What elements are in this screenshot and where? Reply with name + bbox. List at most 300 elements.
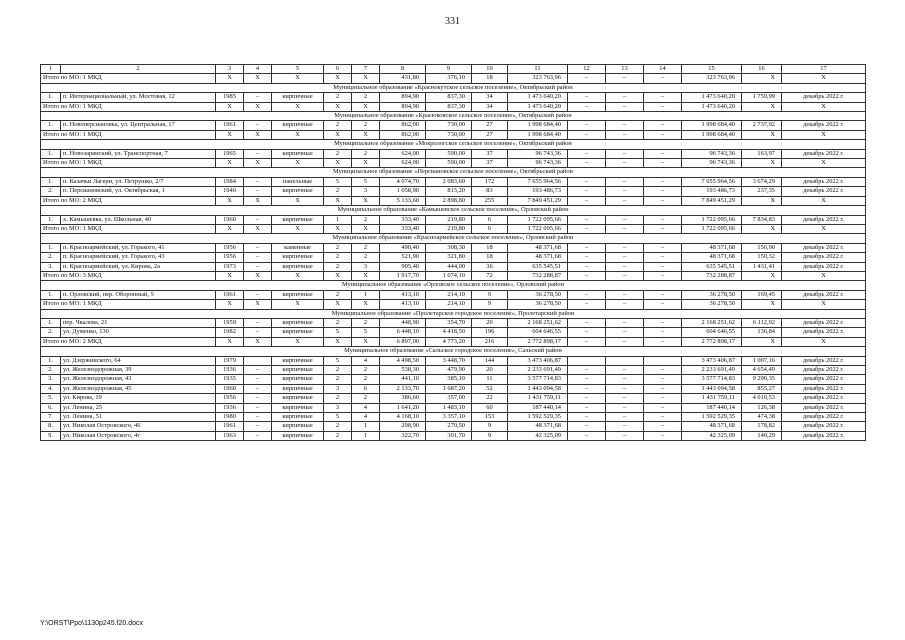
total-cell: Х bbox=[216, 300, 244, 309]
total-cell: 590,00 bbox=[426, 159, 472, 168]
address-cell: пер. Чкалова, 21 bbox=[61, 318, 216, 327]
table-cell: 1956 bbox=[216, 253, 244, 262]
total-cell: – bbox=[644, 74, 682, 83]
table-cell: – bbox=[244, 394, 272, 403]
total-cell: Х bbox=[742, 159, 782, 168]
table-cell: 83 bbox=[472, 187, 508, 196]
table-cell: декабрь 2022 г. bbox=[782, 403, 866, 412]
table-cell: 837,30 bbox=[426, 93, 472, 102]
table-cell: – bbox=[568, 262, 606, 271]
table-cell: – bbox=[244, 121, 272, 130]
total-cell: 216 bbox=[472, 337, 508, 346]
table-cell: 2 bbox=[324, 243, 352, 252]
footer-file-path: Y:\ORST\Ppo\1130p245.f20.docx bbox=[40, 620, 143, 627]
total-cell: – bbox=[606, 159, 644, 168]
table-row bbox=[41, 431, 866, 440]
total-cell: 96 743,36 bbox=[682, 159, 742, 168]
total-cell: Х bbox=[244, 74, 272, 83]
table-cell: – bbox=[644, 422, 682, 431]
total-label: Итого по МО: 1 МКД bbox=[41, 159, 216, 168]
table-row bbox=[41, 375, 866, 384]
total-cell: 36 278,50 bbox=[682, 300, 742, 309]
table-cell: – bbox=[568, 253, 606, 262]
table-cell: – bbox=[606, 366, 644, 375]
table-cell: 2 bbox=[352, 243, 380, 252]
total-cell: 1 722 095,66 bbox=[682, 224, 742, 233]
table-cell: 8. bbox=[41, 422, 61, 431]
table-row bbox=[41, 262, 866, 271]
table-cell: 20 bbox=[472, 318, 508, 327]
column-number: 17 bbox=[782, 65, 866, 74]
table-cell: – bbox=[644, 149, 682, 158]
municipality-row bbox=[41, 140, 866, 149]
table-cell: 2 bbox=[324, 318, 352, 327]
address-cell: п. Новоперсиановка, ул. Центральная, 17 bbox=[61, 121, 216, 130]
table-cell: 1 443 094,58 bbox=[508, 384, 568, 393]
table-cell: 1956 bbox=[216, 243, 244, 252]
table-cell: 635 545,51 bbox=[682, 262, 742, 271]
total-row bbox=[41, 271, 866, 280]
table-cell: 2. bbox=[41, 187, 61, 196]
table-cell: декабрь 2022 г. bbox=[782, 243, 866, 252]
table-cell: 905,40 bbox=[380, 262, 426, 271]
table-cell: декабрь 2022 г. bbox=[782, 121, 866, 130]
column-number: 2 bbox=[61, 65, 216, 74]
table-cell: 48 371,68 bbox=[682, 253, 742, 262]
table-cell: 150,32 bbox=[742, 253, 782, 262]
table-cell: 2 bbox=[352, 93, 380, 102]
total-cell: 1 722 095,66 bbox=[508, 224, 568, 233]
total-cell: – bbox=[606, 102, 644, 111]
table-cell: – bbox=[244, 328, 272, 337]
table-cell: 1 bbox=[352, 290, 380, 299]
total-cell: 219,80 bbox=[426, 224, 472, 233]
total-cell: 730,00 bbox=[426, 130, 472, 139]
column-number: 11 bbox=[508, 65, 568, 74]
table-cell: – bbox=[244, 403, 272, 412]
table-cell: 635 545,51 bbox=[508, 262, 568, 271]
table-cell: 444,00 bbox=[426, 262, 472, 271]
table-cell: 219,80 bbox=[426, 215, 472, 224]
table-cell: 1 007,16 bbox=[742, 356, 782, 365]
total-cell: 34 bbox=[472, 102, 508, 111]
table-cell: декабрь 2022 г. bbox=[782, 215, 866, 224]
total-cell: – bbox=[606, 224, 644, 233]
total-cell: 6 bbox=[472, 224, 508, 233]
total-cell: Х bbox=[272, 74, 324, 83]
table-cell: 2 bbox=[324, 262, 352, 271]
table-cell: 2 737,92 bbox=[742, 121, 782, 130]
total-label: Итого по МО: 1 МКД bbox=[41, 102, 216, 111]
table-cell: 156,90 bbox=[742, 243, 782, 252]
address-cell: ул. Николая Островского, 46 bbox=[61, 422, 216, 431]
table-cell: 5 bbox=[324, 356, 352, 365]
table-cell: 1 998 684,40 bbox=[508, 121, 568, 130]
table-cell: – bbox=[644, 413, 682, 422]
table-cell: декабрь 2022 г. bbox=[782, 384, 866, 393]
total-cell: Х bbox=[324, 159, 352, 168]
table-row bbox=[41, 422, 866, 431]
table-cell: 9 bbox=[472, 431, 508, 440]
table-cell: 9. bbox=[41, 431, 61, 440]
table-cell: 3 577 714,83 bbox=[682, 375, 742, 384]
total-cell: Х bbox=[352, 159, 380, 168]
total-row bbox=[41, 159, 866, 168]
total-cell: 7 849 451,29 bbox=[508, 196, 568, 205]
municipality-label: Муниципальное образование «Мокрологское сельское поселение», Октябрьский район bbox=[41, 140, 866, 149]
table-cell: 1963 bbox=[216, 431, 244, 440]
table-cell: 2. bbox=[41, 328, 61, 337]
total-cell: 894,90 bbox=[380, 102, 426, 111]
total-cell: Х bbox=[742, 337, 782, 346]
table-cell: 11 bbox=[472, 375, 508, 384]
table-cell: 2 bbox=[352, 375, 380, 384]
table-cell: 521,90 bbox=[380, 253, 426, 262]
total-cell: 323 763,96 bbox=[682, 74, 742, 83]
total-cell: 862,00 bbox=[380, 130, 426, 139]
table-cell: 413,10 bbox=[380, 290, 426, 299]
address-cell: ул. Думенко, 130 bbox=[61, 328, 216, 337]
total-cell: Х bbox=[272, 130, 324, 139]
table-cell: – bbox=[606, 121, 644, 130]
municipality-row bbox=[41, 234, 866, 243]
total-cell: Х bbox=[782, 300, 866, 309]
total-cell: Х bbox=[324, 271, 352, 280]
table-cell: 136,84 bbox=[742, 328, 782, 337]
total-cell: 1 473 640,20 bbox=[682, 102, 742, 111]
table-cell: 1 722 095,66 bbox=[682, 215, 742, 224]
table-cell: 1 443 094,58 bbox=[682, 384, 742, 393]
total-cell: Х bbox=[324, 130, 352, 139]
table-cell: 2 133,70 bbox=[380, 384, 426, 393]
table-cell: 36 bbox=[472, 262, 508, 271]
table-cell: – bbox=[606, 431, 644, 440]
table-cell: 4 010,53 bbox=[742, 394, 782, 403]
table-cell: 1. bbox=[41, 356, 61, 365]
total-cell: – bbox=[568, 224, 606, 233]
address-cell: п. Персиановский, ул. Октябрьская, 1 bbox=[61, 187, 216, 196]
total-cell: – bbox=[606, 300, 644, 309]
total-cell: – bbox=[644, 130, 682, 139]
total-label: Итого по МО: 2 МКД bbox=[41, 196, 216, 205]
table-cell: – bbox=[568, 243, 606, 252]
table-cell: – bbox=[644, 431, 682, 440]
table-cell: кирпичные bbox=[272, 93, 324, 102]
total-cell: – bbox=[606, 337, 644, 346]
municipality-label: Муниципальное образование «Красноармейское сельское поселение», Орловский район bbox=[41, 234, 866, 243]
table-cell: 5 bbox=[352, 328, 380, 337]
table-cell: – bbox=[644, 121, 682, 130]
column-number: 4 bbox=[244, 65, 272, 74]
total-cell: Х bbox=[742, 196, 782, 205]
municipality-row bbox=[41, 309, 866, 318]
total-cell: 1 074,10 bbox=[426, 271, 472, 280]
total-cell: 214,10 bbox=[426, 300, 472, 309]
table-cell: 1936 bbox=[216, 403, 244, 412]
address-cell: ул. Ленина, 25 bbox=[61, 403, 216, 412]
total-label: Итого по МО: 1 МКД bbox=[41, 74, 216, 83]
table-cell: каменные bbox=[272, 243, 324, 252]
table-cell: кирпичные bbox=[272, 375, 324, 384]
total-cell: Х bbox=[216, 196, 244, 205]
table-cell: – bbox=[568, 403, 606, 412]
table-row bbox=[41, 394, 866, 403]
total-cell: Х bbox=[324, 74, 352, 83]
municipality-row bbox=[41, 347, 866, 356]
table-cell: 7. bbox=[41, 413, 61, 422]
address-cell: ул. Железнодорожная, 43 bbox=[61, 375, 216, 384]
total-cell: Х bbox=[216, 159, 244, 168]
column-number: 1 bbox=[41, 65, 61, 74]
total-cell: Х bbox=[782, 271, 866, 280]
table-cell: 52 bbox=[472, 384, 508, 393]
table-cell: 322,70 bbox=[380, 431, 426, 440]
total-cell: – bbox=[568, 159, 606, 168]
table-cell: – bbox=[568, 366, 606, 375]
total-cell: – bbox=[568, 271, 606, 280]
table-cell: 301,70 bbox=[426, 431, 472, 440]
table-cell: – bbox=[568, 413, 606, 422]
municipality-row bbox=[41, 112, 866, 121]
table-cell: 1965 bbox=[216, 149, 244, 158]
table-cell: 1. bbox=[41, 177, 61, 186]
table-cell: – bbox=[244, 262, 272, 271]
column-number: 15 bbox=[682, 65, 742, 74]
municipality-label: Муниципальное образование «Красюковское сельское поселение», Октябрьский район bbox=[41, 112, 866, 121]
table-cell: 357,00 bbox=[426, 394, 472, 403]
table-cell: 48 371,68 bbox=[508, 253, 568, 262]
table-cell: 1 bbox=[324, 215, 352, 224]
table-cell: 2 083,60 bbox=[426, 177, 472, 186]
table-cell: 1. bbox=[41, 318, 61, 327]
total-cell: Х bbox=[324, 196, 352, 205]
total-cell: Х bbox=[782, 159, 866, 168]
table-cell: 9 290,35 bbox=[742, 375, 782, 384]
table-cell: 18 bbox=[472, 253, 508, 262]
table-cell: – bbox=[644, 177, 682, 186]
table-cell: – bbox=[606, 384, 644, 393]
table-cell: 321,80 bbox=[426, 253, 472, 262]
table-cell: – bbox=[568, 121, 606, 130]
table-cell bbox=[606, 356, 644, 365]
total-cell: – bbox=[606, 74, 644, 83]
table-cell: 3 bbox=[352, 262, 380, 271]
total-cell: Х bbox=[216, 271, 244, 280]
table-cell: – bbox=[644, 93, 682, 102]
table-cell: 2 bbox=[352, 318, 380, 327]
table-cell: 1. bbox=[41, 149, 61, 158]
table-cell: 4 bbox=[352, 413, 380, 422]
table-cell: 1. bbox=[41, 121, 61, 130]
total-cell: Х bbox=[352, 102, 380, 111]
municipality-label: Муниципальное образование «Персиановское сельское поселение», Октябрьский район bbox=[41, 168, 866, 177]
address-cell: х. Камышевка, ул. Школьная, 40 bbox=[61, 215, 216, 224]
table-cell: 3 448,70 bbox=[426, 356, 472, 365]
total-cell: 72 bbox=[472, 271, 508, 280]
table-cell: 7 655 964,56 bbox=[508, 177, 568, 186]
total-cell: Х bbox=[324, 102, 352, 111]
table-cell: 3 bbox=[324, 403, 352, 412]
table-cell: 6. bbox=[41, 403, 61, 412]
table-cell: 4 074,70 bbox=[380, 177, 426, 186]
total-cell: 18 bbox=[472, 74, 508, 83]
table-cell: декабрь 2022 г. bbox=[782, 422, 866, 431]
column-number: 12 bbox=[568, 65, 606, 74]
table-cell: 2 bbox=[352, 253, 380, 262]
total-cell: Х bbox=[782, 224, 866, 233]
total-cell: – bbox=[568, 196, 606, 205]
table-cell: декабрь 2022 г. bbox=[782, 431, 866, 440]
table-cell: декабрь 2022 г. bbox=[782, 366, 866, 375]
total-cell: 37 bbox=[472, 159, 508, 168]
header-row bbox=[41, 65, 866, 74]
table-cell: – bbox=[568, 375, 606, 384]
table-cell: 163,97 bbox=[742, 149, 782, 158]
total-cell: 1 473 640,20 bbox=[508, 102, 568, 111]
table-cell: 126,38 bbox=[742, 403, 782, 412]
table-row bbox=[41, 177, 866, 186]
table-cell: – bbox=[606, 262, 644, 271]
table-cell: 5 bbox=[352, 177, 380, 186]
table-cell: кирпичные bbox=[272, 366, 324, 375]
table-cell: 36 278,50 bbox=[508, 290, 568, 299]
table-cell: – bbox=[568, 290, 606, 299]
table-cell: 333,40 bbox=[380, 215, 426, 224]
table-cell: 479,90 bbox=[426, 366, 472, 375]
table-cell: кирпичные bbox=[272, 187, 324, 196]
table-cell: 604 646,55 bbox=[508, 328, 568, 337]
table-cell: 490,40 bbox=[380, 243, 426, 252]
table-cell: – bbox=[644, 243, 682, 252]
table-cell: 1 483,10 bbox=[426, 403, 472, 412]
table-cell: – bbox=[606, 328, 644, 337]
table-cell: 6 112,92 bbox=[742, 318, 782, 327]
table-cell: декабрь 2022 г. bbox=[782, 253, 866, 262]
table-cell: – bbox=[568, 149, 606, 158]
total-row bbox=[41, 130, 866, 139]
table-cell: 4 bbox=[352, 356, 380, 365]
address-cell: п. Красноармейский, ул. Горького, 43 bbox=[61, 253, 216, 262]
table-cell: 2 bbox=[324, 149, 352, 158]
table-cell: 6 bbox=[352, 384, 380, 393]
table-cell: 2 bbox=[352, 366, 380, 375]
table-cell: – bbox=[644, 318, 682, 327]
table-cell: 862,00 bbox=[380, 121, 426, 130]
total-cell: Х bbox=[352, 74, 380, 83]
table-cell: 9 bbox=[472, 422, 508, 431]
table-cell: 144 bbox=[472, 356, 508, 365]
table-cell: 20 bbox=[472, 366, 508, 375]
total-cell: Х bbox=[352, 300, 380, 309]
table-cell: 2 168 251,62 bbox=[682, 318, 742, 327]
table-cell: 385,10 bbox=[426, 375, 472, 384]
table-cell: 6 448,10 bbox=[380, 328, 426, 337]
table-cell: 1961 bbox=[216, 290, 244, 299]
table-cell: 140,29 bbox=[742, 431, 782, 440]
total-cell: Х bbox=[742, 271, 782, 280]
total-cell: – bbox=[568, 337, 606, 346]
table-cell: 298,90 bbox=[380, 422, 426, 431]
total-cell: Х bbox=[742, 130, 782, 139]
table-cell: 1985 bbox=[216, 93, 244, 102]
table-cell: – bbox=[568, 187, 606, 196]
total-cell: Х bbox=[216, 337, 244, 346]
table-cell: – bbox=[606, 215, 644, 224]
table-cell: 5. bbox=[41, 394, 61, 403]
table-cell: 1960 bbox=[216, 215, 244, 224]
table-cell: – bbox=[644, 187, 682, 196]
table-cell: 1982 bbox=[216, 328, 244, 337]
table-cell: кирпичные bbox=[272, 431, 324, 440]
total-cell: 2 898,80 bbox=[426, 196, 472, 205]
page-number: 331 bbox=[445, 16, 460, 27]
table-cell: 1 bbox=[352, 422, 380, 431]
total-cell: Х bbox=[244, 130, 272, 139]
table-cell: 386,60 bbox=[380, 394, 426, 403]
table-cell: 3. bbox=[41, 375, 61, 384]
table-cell: 1 592 529,35 bbox=[508, 413, 568, 422]
total-cell: – bbox=[644, 224, 682, 233]
total-cell: Х bbox=[216, 130, 244, 139]
table-cell: кирпичные bbox=[272, 290, 324, 299]
address-cell: ул. Николая Островского, 4г bbox=[61, 431, 216, 440]
table-cell: 6 bbox=[472, 215, 508, 224]
total-cell: 732 288,87 bbox=[682, 271, 742, 280]
table-cell: декабрь 2022 г. bbox=[782, 262, 866, 271]
table-row bbox=[41, 290, 866, 299]
table-cell: 1 473 640,20 bbox=[508, 93, 568, 102]
table-cell: – bbox=[644, 328, 682, 337]
municipality-label: Муниципальное образование «Орловское сельское поселение», Орловский район bbox=[41, 281, 866, 290]
total-cell: 323 763,96 bbox=[508, 74, 568, 83]
table-cell: 4 654,49 bbox=[742, 366, 782, 375]
table-cell: кирпичные bbox=[272, 403, 324, 412]
table-cell: кирпичные bbox=[272, 215, 324, 224]
total-cell: 9 bbox=[472, 300, 508, 309]
total-cell: 1 998 684,40 bbox=[508, 130, 568, 139]
total-cell: 413,10 bbox=[380, 300, 426, 309]
column-number: 14 bbox=[644, 65, 682, 74]
table-cell: 3. bbox=[41, 262, 61, 271]
table-cell: 538,30 bbox=[380, 366, 426, 375]
address-cell: п. Орловский, пер. Оборонный, 5 bbox=[61, 290, 216, 299]
total-cell: – bbox=[568, 300, 606, 309]
table-cell: 2. bbox=[41, 366, 61, 375]
total-cell: Х bbox=[244, 159, 272, 168]
total-cell: Х bbox=[782, 337, 866, 346]
table-cell: 1 058,90 bbox=[380, 187, 426, 196]
municipality-label: Муниципальное образование «Краснокутское сельское поселение», Октябрьский район bbox=[41, 83, 866, 92]
total-cell: 333,40 bbox=[380, 224, 426, 233]
table-cell: 2. bbox=[41, 253, 61, 262]
table-cell: 2 233 691,49 bbox=[508, 366, 568, 375]
total-cell: – bbox=[606, 271, 644, 280]
total-cell: 6 897,00 bbox=[380, 337, 426, 346]
address-cell: ул. Кирова, 19 bbox=[61, 394, 216, 403]
total-cell: 837,30 bbox=[426, 102, 472, 111]
address-cell: ул. Ленина, 51 bbox=[61, 413, 216, 422]
total-cell: – bbox=[568, 102, 606, 111]
table-row bbox=[41, 403, 866, 412]
table-cell: – bbox=[606, 187, 644, 196]
table-cell: 1940 bbox=[216, 187, 244, 196]
total-cell: Х bbox=[216, 74, 244, 83]
table-cell: кирпичные bbox=[272, 121, 324, 130]
municipality-row bbox=[41, 83, 866, 92]
total-row bbox=[41, 196, 866, 205]
table-cell: – bbox=[606, 243, 644, 252]
table-cell: кирпичные bbox=[272, 262, 324, 271]
